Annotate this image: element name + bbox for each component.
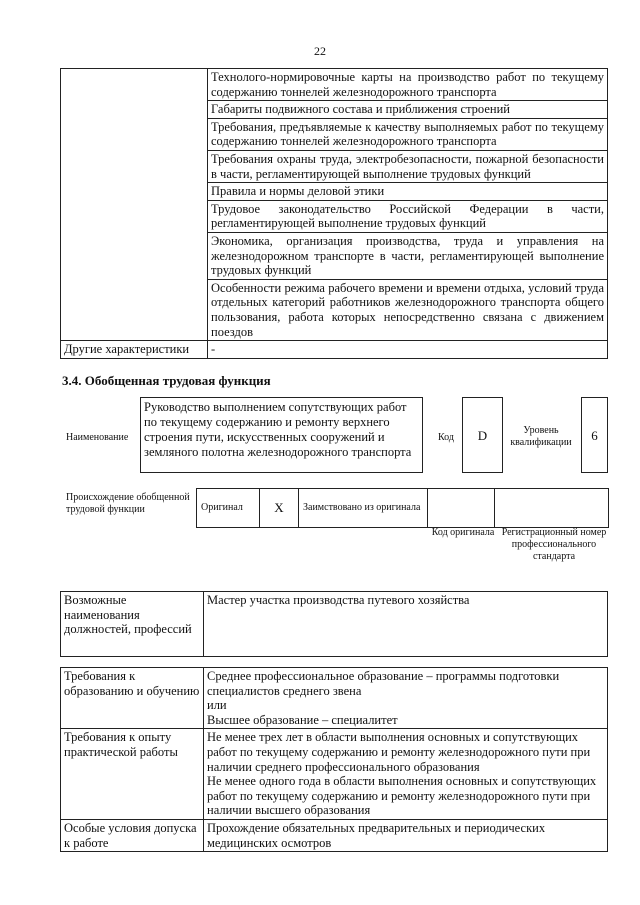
positions-value: Мастер участка производства путевого хозяйства [204,592,608,657]
knowledge-item: Экономика, организация производства, труда и управления на железнодорожном транспорте в части, регламентирующей выполнение трудовых функций [208,232,608,279]
positions-label: Возможные наименования должностей, профессий [61,592,204,657]
education-label: Требования к образованию и обучению [61,668,204,729]
original-mark: X [260,489,299,528]
education-line: или [207,698,227,713]
education-line: Высшее образование – специалитет [207,712,398,727]
section-title: 3.4. Обобщенная трудовая функция [62,373,271,388]
other-characteristics-value: - [208,341,608,359]
borrowed-label: Заимствовано из оригинала [299,489,428,528]
naming-label: Наименование [66,432,129,443]
level-label: Уровень квалификации [510,425,572,448]
admission-value [204,819,608,851]
knowledge-table [60,68,608,359]
page-number: 22 [314,44,326,58]
admission-label: Особые условия допуска к работе [61,819,204,851]
knowledge-item: Требования, предъявляемые к качеству выполняемых работ по текущему содержанию тоннелей железнодорожного транспорта [208,118,608,150]
original-code-cell [428,489,495,528]
code-original-caption: Код оригинала [431,527,495,538]
knowledge-item: Требования охраны труда, электробезопасности, пожарной безопасности в части, регламентирующей выполнение трудовых функций [208,150,608,182]
admission-line: Прохождение обязательных предварительных и периодических медицинских осмотров [207,820,546,850]
education-value [204,668,608,729]
code-label: Код [438,432,454,443]
knowledge-item: Технолого-нормировочные карты на производство работ по текущему содержанию тоннелей железнодорожного транспорта [208,69,608,101]
knowledge-item: Габариты подвижного состава и приближения строений [208,101,608,119]
registration-number-caption: Регистрационный номер профессионального стандарта [501,527,607,562]
knowledge-item: Правила и нормы деловой этики [208,183,608,201]
other-characteristics-label: Другие характеристики [61,341,208,359]
experience-label: Требования к опыту практической работы [61,729,204,820]
knowledge-label-cell [61,69,208,341]
registration-number-cell [495,489,609,528]
knowledge-item: Трудовое законодательство Российской Федерации в части, регламентирующей выполнение трудовых функций [208,200,608,232]
level-value-box: 6 [581,397,608,473]
positions-table [60,591,608,657]
experience-line: Не менее одного года в области выполнения основных и сопутствующих работ по текущему содержанию и ремонту железнодорожного пути при наличии высшего образования [207,774,597,818]
requirements-table [60,667,608,852]
experience-value [204,729,608,820]
origin-label: Происхождение обобщенной трудовой функции [66,492,190,515]
function-name-box: Руководство выполнением сопутствующих работ по текущему содержанию и ремонту верхнего строения пути, искусственных сооружений и земляного полотна железнодорожного транспорта [140,397,423,473]
education-line: Среднее профессиональное образование – программы подготовки специалистов среднего звена [207,669,560,698]
knowledge-item: Особенности режима рабочего времени и времени отдыха, условий труда отдельных категорий работников железнодорожного транспорта общего пользования, работа которых непосредственно связана с движением поездов [208,279,608,340]
original-label: Оригинал [197,489,260,528]
experience-line: Не менее трех лет в области выполнения основных и сопутствующих работ по текущему содержанию и ремонту железнодорожного пути при наличии среднего профессионального образования [207,730,591,774]
code-value-box: D [462,397,503,473]
origin-table [196,488,609,528]
